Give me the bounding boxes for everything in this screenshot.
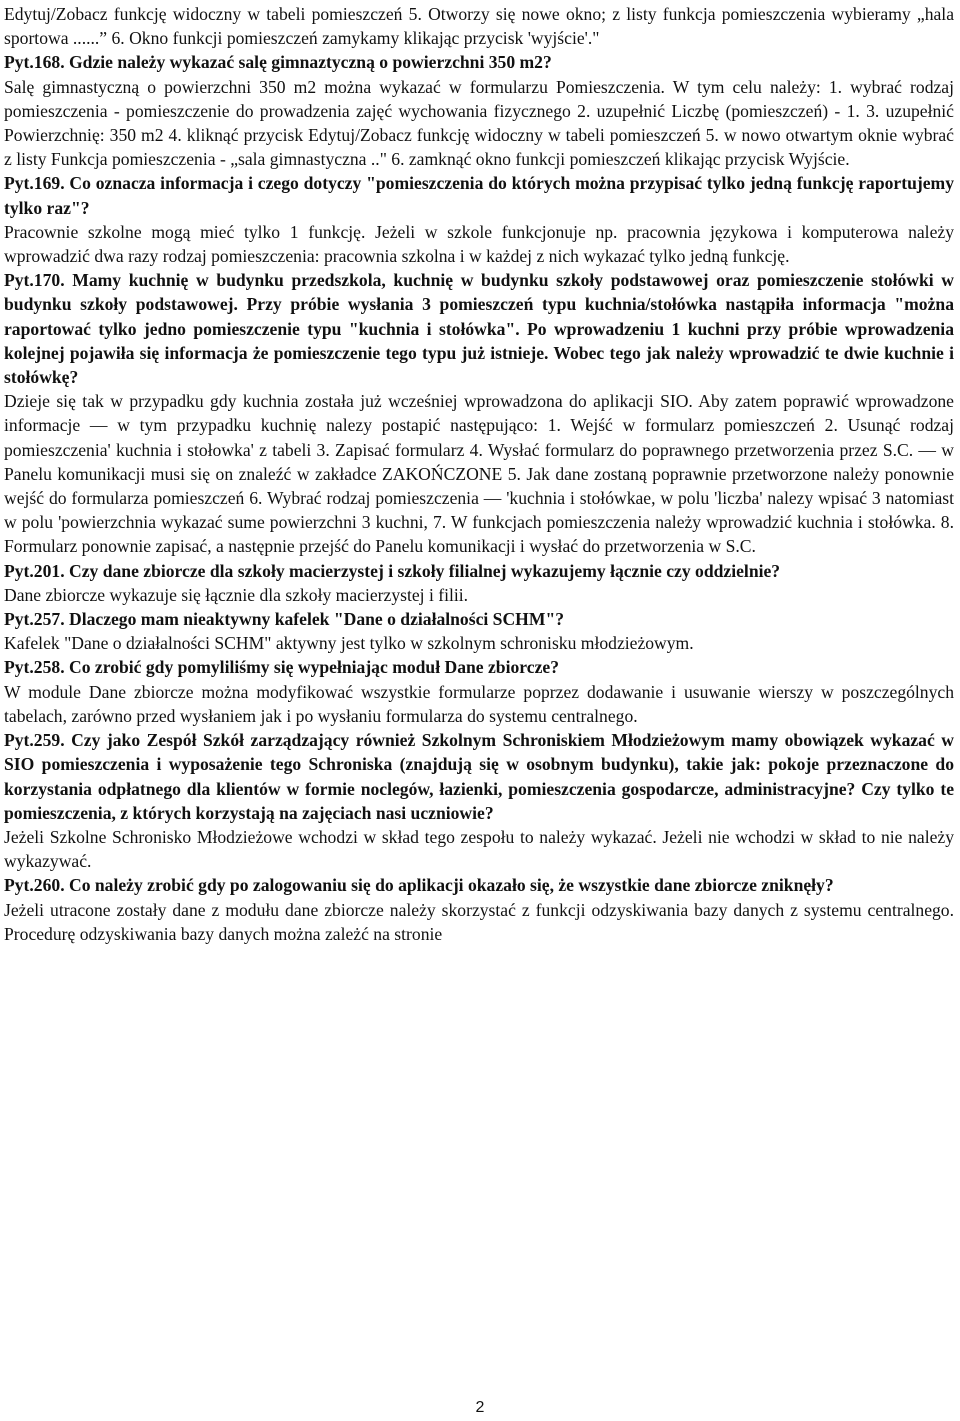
question-heading: Pyt.201. Czy dane zbiorcze dla szkoły macierzystej i szkoły filialnej wykazujemy łącznie czy oddzielnie? bbox=[4, 560, 781, 581]
answer-text: Dane zbiorcze wykazuje się łącznie dla szkoły macierzystej i filii. bbox=[4, 584, 469, 605]
answer-text: Jeżeli Szkolne Schronisko Młodzieżowe wchodzi w skład tego zespołu to należy wykazać. Jeżeli nie wchodzi w skład to nie należy wykazywać. bbox=[4, 826, 954, 872]
question-heading: Pyt.168. Gdzie należy wykazać salę gimnaztyczną o powierzchni 350 m2? bbox=[4, 52, 552, 73]
answer-text: Salę gimnastyczną o powierzchni 350 m2 można wykazać w formularzu Pomieszczenia. W tym celu należy: 1. wybrać rodzaj pomieszczenia - pomieszczenie do prowadzenia zajęć wychowania fizycznego 2. uzupełnić Liczbę (pomieszczeń) - 1. 3. uzupełnić Powierzchnię: 350 m2 4. kliknąć przycisk Edytuj/Zobacz funkcję widoczny w tabeli pomieszczeń 5. w nowo otwartym oknie wybrać z listy Funkcja pomieszczenia - „sala gimnastyczna .." 6. zamknąć okno funkcji pomieszczeń klikając przycisk Wyjście. bbox=[4, 76, 954, 170]
answer-text: Pracownie szkolne mogą mieć tylko 1 funkcję. Jeżeli w szkole funkcjonuje np. pracownia językowa i komputerowa należy wprowadzić dwa razy rodzaj pomieszczenia: pracownia szkolna i w każdej z nich wykazać tylko jedną funkcję. bbox=[4, 221, 954, 267]
answer-text: Kafelek "Dane o działalności SCHM" aktywny jest tylko w szkolnym schronisku młodzieżowym. bbox=[4, 633, 694, 654]
page-number: 2 bbox=[475, 1399, 485, 1416]
question-heading: Pyt.170. Mamy kuchnię w budynku przedszkola, kuchnię w budynku szkoły podstawowej oraz pomieszczenie stołówki w budynku szkoły podstawowej. Przy próbie wysłania 3 pomieszczeń typu kuchnia/stołówka nastąpiła informacja "można raportować tylko jedno pomieszczenie typu "kuchnia i stołówka". Po wprowadzeniu 1 kuchni przy próbie wprowadzenia kolejnej pojawiła się informacja że pomieszczenie tego typu już istnieje. Wobec tego jak należy wprowadzić te dwie kuchnie i stołówkę? bbox=[4, 270, 954, 388]
faq-block-list bbox=[4, 2, 954, 946]
question-heading: Pyt.169. Co oznacza informacja i czego dotyczy "pomieszczenia do których można przypisać tylko jedną funkcję raportujemy tylko raz"? bbox=[4, 173, 954, 218]
question-heading: Pyt.260. Co należy zrobić gdy po zalogowaniu się do aplikacji okazało się, że wszystkie dane zbiorcze zniknęły? bbox=[4, 875, 834, 896]
question-heading: Pyt.258. Co zrobić gdy pomyliliśmy się wypełniając moduł Dane zbiorcze? bbox=[4, 657, 559, 678]
answer-text: Dzieje się tak w przypadku gdy kuchnia została już wcześniej wprowadzona do aplikacji SIO. Aby zatem poprawić wprowadzone informacje — w tym przypadku kuchnię nalezy postapić następująco: 1. Wejść w formularz pomieszczeń 2. Usunąć rodzaj pomieszczenia' kuchnia i stołowka' z tabeli 3. Zapisać formularz 4. Wysłać formularz do poprawnego przetworzenia przez S.C. — w Panelu komunikacji musi się on znaleźć w zakładce ZAKOŃCZONE 5. Jak dane zostaną poprawnie przetworzone należy ponownie wejść do formularza pomieszczeń 6. Wybrać rodzaj pomieszczenia — 'kuchnia i stołówkae, w polu 'liczba' nalezy wpisać 3 natomiast w polu 'powierzchnia wykazać sume powierzchni 3 kuchni, 7. W funkcjach pomieszczenia należy wprowadzić kuchnia i stołówka. 8. Formularz ponownie zapisać, a następnie przejść do Panelu komunikacji i wysłać do przetworzenia w S.C. bbox=[4, 391, 954, 557]
question-heading: Pyt.259. Czy jako Zespół Szkół zarządzający również Szkolnym Schroniskiem Młodzieżowym mamy obowiązek wykazać w SIO pomieszczenia i wyposażenie tego Schroniska (znajdują się w osobnym budynku), takie jak: pokoje przeznaczone do korzystania odpłatnego dla klientów w formie noclegów, łazienki, pomieszczenia gospodarcze, administracyjne? Czy tylko te pomieszczenia, z których korzystają na zajęciach nasi uczniowie? bbox=[4, 730, 954, 823]
answer-text: Edytuj/Zobacz funkcję widoczny w tabeli pomieszczeń 5. Otworzy się nowe okno; z listy funkcja pomieszczenia wybieramy „hala sportowa ......” 6. Okno funkcji pomieszczeń zamykamy klikając przycisk 'wyjście'." bbox=[4, 4, 954, 49]
answer-text: W module Dane zbiorcze można modyfikować wszystkie formularze poprzez dodawanie i usuwanie wierszy w poszczególnych tabelach, zarówno przed wysłaniem jak i po wysłaniu formularza do systemu centralnego. bbox=[4, 681, 954, 726]
question-heading: Pyt.257. Dlaczego mam nieaktywny kafelek "Dane o działalności SCHM"? bbox=[4, 609, 565, 630]
answer-text: Jeżeli utracone zostały dane z modułu dane zbiorcze należy skorzystać z funkcji odzyskiwania bazy danych z systemu centralnego. Procedurę odzyskiwania bazy danych można zależć na stronie bbox=[4, 899, 954, 944]
